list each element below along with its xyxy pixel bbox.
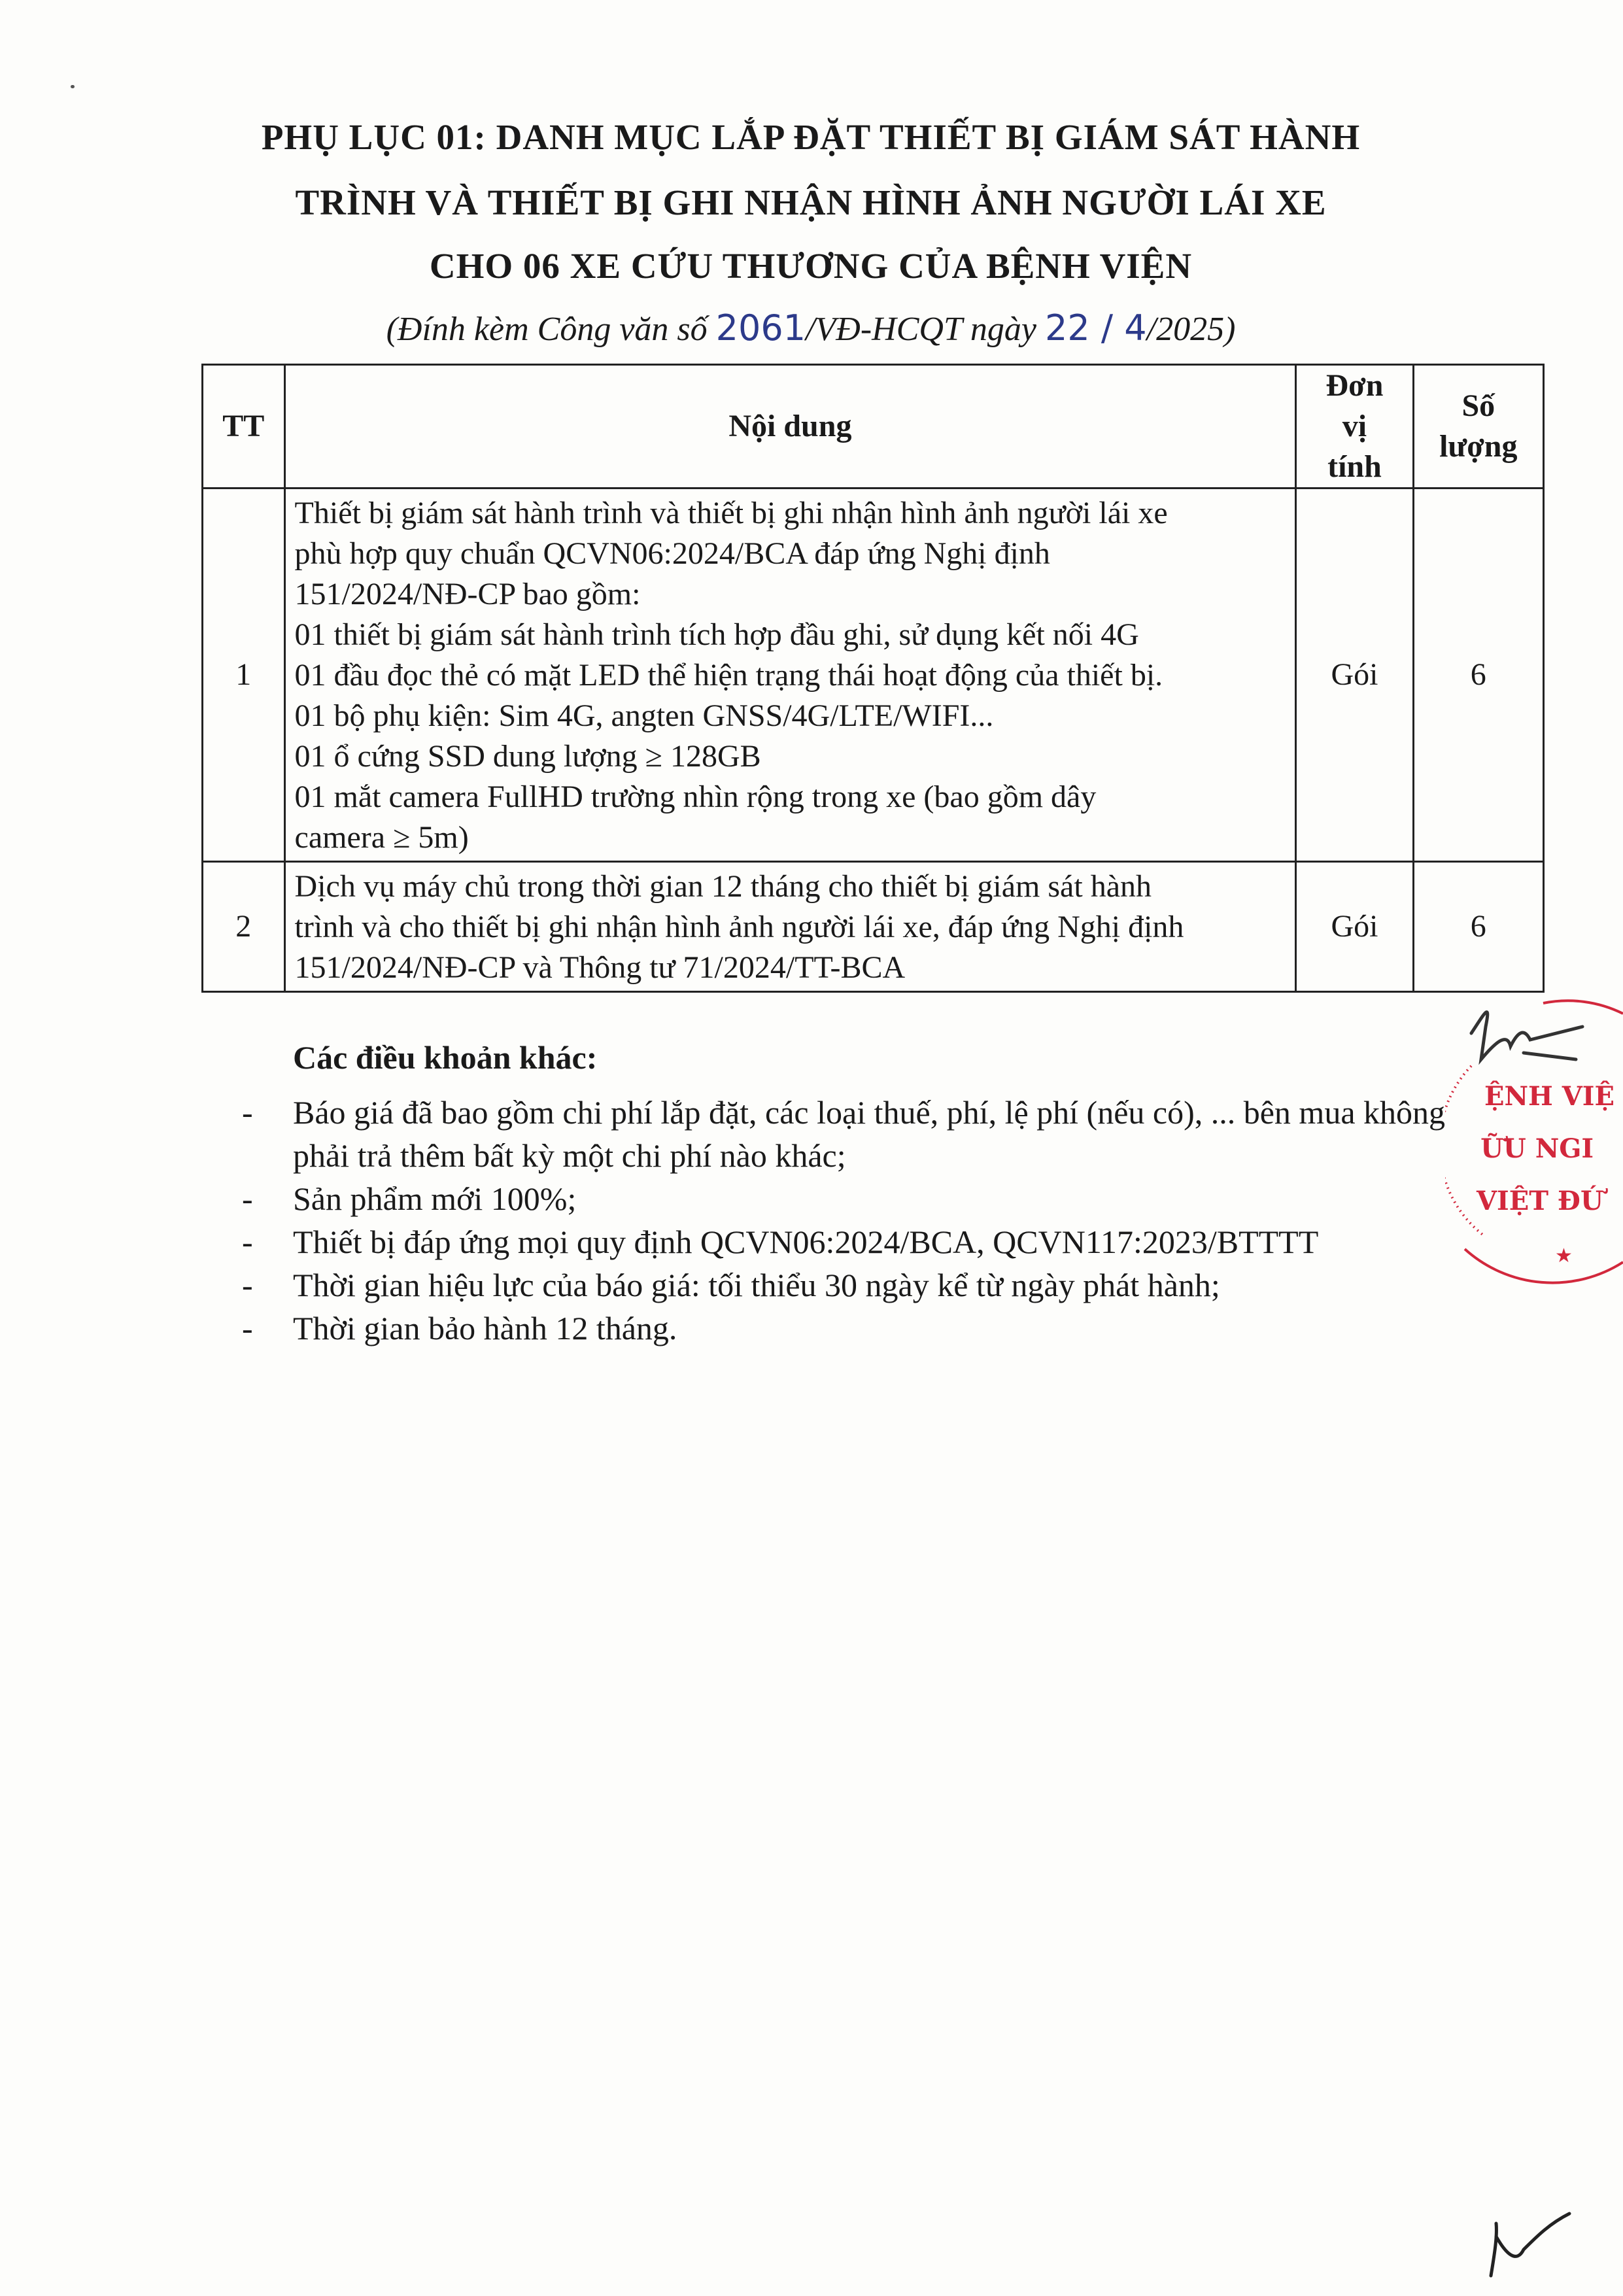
header-tt: TT	[203, 365, 285, 488]
content-line: 01 ổ cứng SSD dung lượng ≥ 128GB	[294, 739, 761, 774]
stamp-line-3: VIỆT ĐỨ	[1477, 1186, 1603, 1216]
term-text: Sản phẩm mới 100%;	[293, 1180, 577, 1217]
terms-heading: Các điều khoản khác:	[293, 1039, 598, 1076]
attachment-mid: /VĐ-HCQT ngày	[806, 311, 1046, 348]
content-line: 151/2024/NĐ-CP và Thông tư 71/2024/TT-BCA	[294, 950, 906, 985]
row-tt: 2	[203, 862, 285, 992]
list-item	[242, 1263, 1471, 1307]
header-content: Nội dung	[284, 365, 1296, 488]
content-line: Dịch vụ máy chủ trong thời gian 12 tháng cho thiết bị giám sát hành	[294, 869, 1152, 904]
content-line: Thiết bị giám sát hành trình và thiết bị ghi nhận hình ảnh người lái xe	[294, 496, 1168, 530]
term-text: Thời gian bảo hành 12 tháng.	[293, 1310, 677, 1346]
row-content	[284, 488, 1296, 862]
attachment-suffix: /2025)	[1146, 311, 1236, 348]
dash-bullet: -	[242, 1094, 253, 1131]
dash-bullet: -	[242, 1267, 253, 1303]
page-title-line-1: PHỤ LỤC 01: DANH MỤC LẮP ĐẶT THIẾT BỊ GIÁM SÁT HÀNH	[261, 117, 1361, 157]
list-item	[242, 1091, 1471, 1177]
list-item	[242, 1177, 1471, 1220]
stamp-line-1: ỆNH VIỆ	[1484, 1081, 1615, 1112]
page-title-line-3: CHO 06 XE CỨU THƯƠNG CỦA BỆNH VIỆN	[429, 246, 1193, 286]
content-line: 01 đầu đọc thẻ có mặt LED thể hiện trạng thái hoạt động của thiết bị.	[294, 658, 1163, 693]
scan-speck	[71, 85, 75, 88]
header-qty	[1413, 365, 1543, 488]
row-unit: Gói	[1296, 488, 1413, 862]
content-line: 01 bộ phụ kiện: Sim 4G, angten GNSS/4G/LTE/WIFI...	[294, 698, 994, 733]
header-unit-line: vị	[1342, 409, 1367, 443]
row-qty: 6	[1413, 488, 1543, 862]
term-text: Thời gian hiệu lực của báo giá: tối thiểu 30 ngày kể từ ngày phát hành;	[293, 1267, 1220, 1303]
row-content	[284, 862, 1296, 992]
header-qty-line: Số	[1461, 388, 1495, 423]
handwritten-separator: /	[1089, 307, 1125, 349]
table-header-row	[203, 365, 1544, 488]
dash-bullet: -	[242, 1180, 253, 1217]
row-qty: 6	[1413, 862, 1543, 992]
stamp-line-2: ỮU NGI	[1480, 1133, 1594, 1164]
table-row	[203, 862, 1544, 992]
row-tt: 1	[203, 488, 285, 862]
content-line: 01 thiết bị giám sát hành trình tích hợp đầu ghi, sử dụng kết nối 4G	[294, 617, 1139, 652]
list-item	[242, 1307, 1471, 1350]
header-unit-line: tính	[1327, 449, 1382, 484]
dash-bullet: -	[242, 1310, 253, 1346]
signature-mark	[1471, 1012, 1582, 1059]
initial-mark	[1478, 2210, 1576, 2282]
page-title-line-2: TRÌNH VÀ THIẾT BỊ GHI NHẬN HÌNH ẢNH NGƯỜI LÁI XE	[295, 182, 1327, 222]
handwritten-day: 22	[1045, 307, 1090, 349]
header-unit-line: Đơn	[1325, 368, 1384, 403]
row-unit: Gói	[1296, 862, 1413, 992]
attachment-prefix: (Đính kèm Công văn số	[386, 311, 716, 348]
header-unit	[1296, 365, 1413, 488]
term-text: Thiết bị đáp ứng mọi quy định QCVN06:2024/BCA, QCVN117:2023/BTTTT	[293, 1224, 1319, 1260]
stamp-star: ★	[1555, 1244, 1573, 1267]
content-line: phù hợp quy chuẩn QCVN06:2024/BCA đáp ứng Nghị định	[294, 536, 1050, 571]
content-line: trình và cho thiết bị ghi nhận hình ảnh người lái xe, đáp ứng Nghị định	[294, 910, 1184, 944]
terms-list	[242, 1091, 1471, 1350]
content-line: camera ≥ 5m)	[294, 820, 469, 855]
content-line: 01 mắt camera FullHD trường nhìn rộng trong xe (bao gồm dây	[294, 780, 1097, 814]
hospital-seal-stamp	[1445, 987, 1623, 1295]
handwritten-doc-number: 2061	[715, 307, 806, 349]
header-qty-line: lượng	[1439, 429, 1518, 464]
handwritten-month: 4	[1124, 307, 1147, 349]
attachment-reference	[196, 307, 1426, 349]
dash-bullet: -	[242, 1224, 253, 1260]
table-row	[203, 488, 1544, 862]
term-text: Báo giá đã bao gồm chi phí lắp đặt, các loại thuế, phí, lệ phí (nếu có), ... bên mua không phải trả thêm bất kỳ một chi phí nào khác;	[293, 1094, 1446, 1174]
equipment-table	[201, 364, 1545, 993]
list-item	[242, 1220, 1471, 1263]
content-line: 151/2024/NĐ-CP bao gồm:	[294, 577, 641, 611]
